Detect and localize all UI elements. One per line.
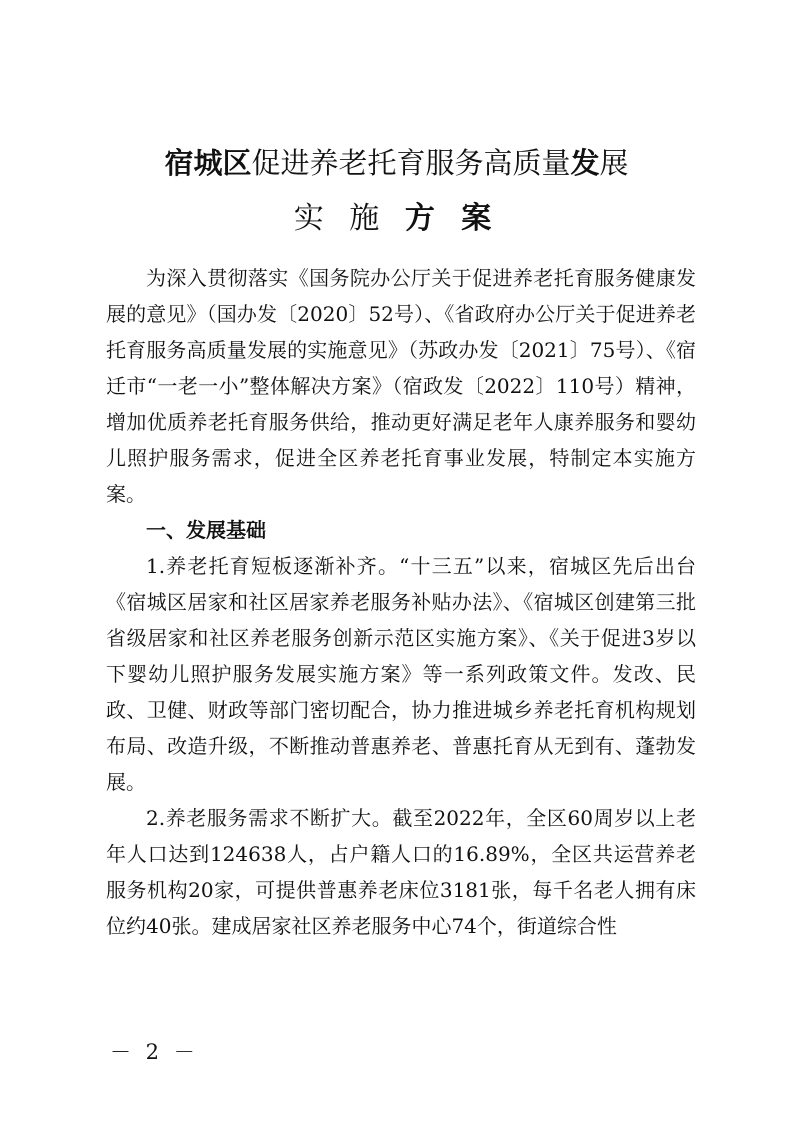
section-heading: 一、发展基础 xyxy=(146,518,266,542)
document-title xyxy=(0,135,793,247)
page-number: － 2 － xyxy=(110,1040,199,1064)
title-part: 展 xyxy=(599,146,629,180)
title-line-2 xyxy=(0,191,793,247)
document-body xyxy=(106,260,696,944)
title-part: 促进养老托育服务高质量 xyxy=(251,146,571,180)
section-paragraph: 2.养老服务需求不断扩大。截至2022年，全区60周岁以上老年人口达到124638人，占户籍人口的16.89%，全区共运营养老服务机构20家，可提供普惠养老床位3181张，每千名老人拥有床位约40张。建成居家社区养老服务中心74个，街道综合性 xyxy=(106,806,696,938)
title-part: 实 施 xyxy=(293,201,405,236)
title-line-1 xyxy=(0,135,793,191)
title-part-bold: 发 xyxy=(570,146,600,180)
intro-paragraph: 为深入贯彻落实《国务院办公厅关于促进养老托育服务健康发展的意见》（国办发〔2020〕52号）、《省政府办公厅关于促进养老托育服务高质量发展的实施意见》（苏政办发〔2021〕75号）、《宿迁市“一老一小”整体解决方案》（宿政发〔2022〕110号）精神，增加优质养老托育服务供给，推动更好满足老年人康养服务和婴幼儿照护服务需求，促进全区养老托育事业发展，特制定本实施方案。 xyxy=(106,266,696,506)
title-part-bold: 宿城区 xyxy=(164,146,252,180)
title-part-bold: 方 案 xyxy=(404,201,500,236)
section-paragraph: 1.养老托育短板逐渐补齐。“十三五”以来，宿城区先后出台《宿城区居家和社区居家养老服务补贴办法》、《宿城区创建第三批省级居家和社区养老服务创新示范区实施方案》、《关于促进3岁以下婴幼儿照护服务发展实施方案》等一系列政策文件。发改、民政、卫健、财政等部门密切配合，协力推进城乡养老托育机构规划布局、改造升级，不断推动普惠养老、普惠托育从无到有、蓬勃发展。 xyxy=(106,554,696,794)
